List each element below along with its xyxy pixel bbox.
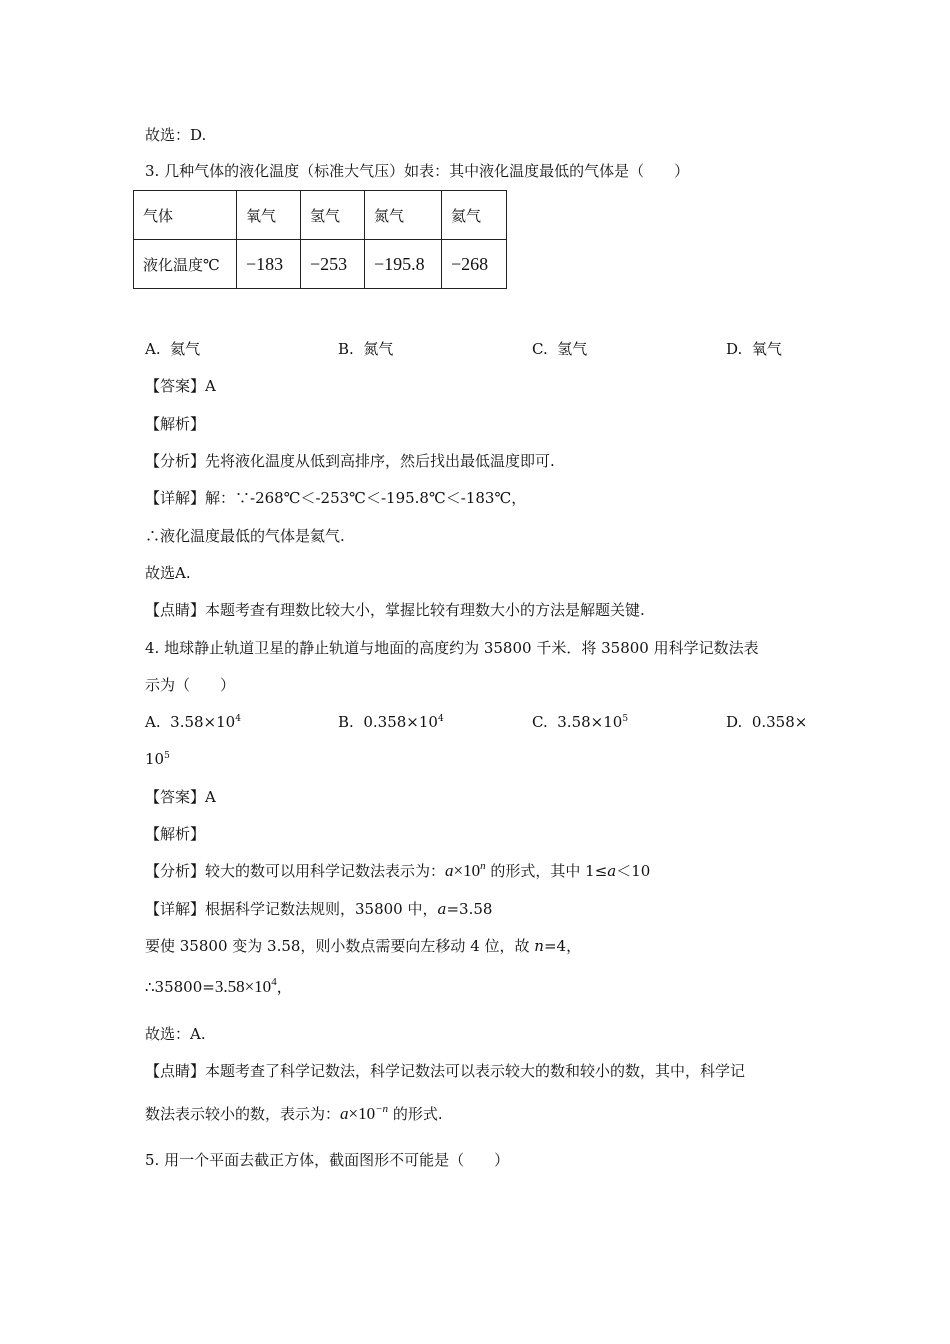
option-label: B. bbox=[338, 340, 354, 358]
q3-option-c bbox=[532, 339, 587, 359]
option-exponent: 5 bbox=[164, 751, 170, 761]
option-text: 0.358× bbox=[751, 713, 808, 731]
dianjing-text: 数法表示较小的数，表示为： bbox=[145, 1105, 341, 1123]
q3-choose: 故选A. bbox=[145, 564, 191, 582]
option-text: 10 bbox=[145, 750, 165, 768]
q3-option-a bbox=[145, 339, 200, 359]
q4-analysis-title: 【解析】 bbox=[145, 825, 206, 843]
table-cell: 氧气 bbox=[237, 191, 301, 240]
option-label: D. bbox=[726, 713, 743, 731]
option-text: 氦气 bbox=[170, 340, 201, 358]
q4-dianjing-line2 bbox=[145, 1104, 443, 1124]
q4-result bbox=[145, 977, 292, 997]
table-cell: −268 bbox=[442, 240, 507, 289]
dianjing-text: 的形式. bbox=[388, 1105, 443, 1123]
q3-xiangjie: 【详解】解：∵-268℃＜-253℃＜-195.8℃＜-183℃， bbox=[145, 489, 527, 507]
table-row bbox=[134, 191, 507, 240]
option-text: 3.58×10 bbox=[557, 713, 623, 731]
result-text: ， bbox=[276, 978, 292, 996]
option-label: C. bbox=[532, 713, 548, 731]
table-cell: 氦气 bbox=[442, 191, 507, 240]
q4-option-c bbox=[532, 712, 628, 732]
option-label: A. bbox=[145, 340, 161, 358]
q4-dianjing-line1: 【点睛】本题考查了科学记数法，科学记数法可以表示较大的数和较小的数，其中，科学记 bbox=[145, 1062, 746, 1080]
variable: n bbox=[534, 937, 544, 955]
q3-dianjing: 【点睛】本题考查有理数比较大小，掌握比较有理数大小的方法是解题关键. bbox=[145, 601, 645, 619]
table-row bbox=[134, 240, 507, 289]
variable: a bbox=[607, 862, 617, 880]
table-cell: −253 bbox=[301, 240, 365, 289]
gas-table bbox=[133, 190, 507, 289]
fenxi-text: 【分析】较大的数可以用科学记数法表示为： bbox=[145, 862, 446, 880]
move-text: 要使 35800 变为 3.58，则小数点需要向左移动 4 位，故 bbox=[145, 937, 535, 955]
fenxi-text: 的形式，其中 1≤ bbox=[485, 862, 608, 880]
q3-option-b bbox=[338, 339, 393, 359]
q5-stem: 5. 用一个平面去截正方体，截面图形不可能是（ ） bbox=[145, 1151, 510, 1169]
q4-stem-line2: 示为（ ） bbox=[145, 676, 236, 694]
q3-answer: 【答案】A bbox=[145, 377, 216, 395]
option-text: 氧气 bbox=[751, 340, 782, 358]
q4-option-a bbox=[145, 712, 241, 732]
q4-option-d bbox=[726, 712, 807, 732]
option-label: B. bbox=[338, 713, 354, 731]
q4-stem-line1: 4. 地球静止轨道卫星的静止轨道与地面的高度约为 35800 千米．将 35800 用科学记数法表 bbox=[145, 639, 759, 657]
option-label: A. bbox=[145, 713, 161, 731]
variable: a bbox=[437, 900, 447, 918]
xiangjie-value: =3.58 bbox=[446, 900, 493, 918]
option-exponent: 4 bbox=[235, 714, 241, 724]
q3-analysis-title: 【解析】 bbox=[145, 415, 206, 433]
q3-option-d bbox=[726, 339, 782, 359]
option-text: 3.58×10 bbox=[170, 713, 236, 731]
option-text: 氢气 bbox=[557, 340, 588, 358]
fenxi-text: ＜10 bbox=[616, 862, 651, 880]
table-cell: −195.8 bbox=[365, 240, 442, 289]
xiangjie-text: 【详解】根据科学记数法规则，35800 中， bbox=[145, 900, 438, 918]
option-text: 0.358×10 bbox=[363, 713, 438, 731]
q4-answer: 【答案】A bbox=[145, 788, 216, 806]
option-text: 氮气 bbox=[363, 340, 394, 358]
table-cell: 气体 bbox=[134, 191, 237, 240]
option-exponent: 4 bbox=[437, 714, 444, 724]
q4-choose: 故选：A. bbox=[145, 1025, 206, 1043]
table-cell: −183 bbox=[237, 240, 301, 289]
q4-xiangjie bbox=[145, 899, 492, 919]
q2-answer-line: 故选：D. bbox=[145, 126, 207, 144]
formula: $a\times 10^{-n}$ bbox=[340, 1103, 389, 1123]
q3-fenxi: 【分析】先将液化温度从低到高排序，然后找出最低温度即可. bbox=[145, 452, 555, 470]
table-cell: 液化温度℃ bbox=[134, 240, 237, 289]
option-label: D. bbox=[726, 340, 743, 358]
q4-move bbox=[145, 936, 581, 956]
option-label: C. bbox=[532, 340, 548, 358]
formula: $a\times 10^n$ bbox=[445, 860, 486, 880]
table-cell: 氢气 bbox=[301, 191, 365, 240]
q4-option-b bbox=[338, 712, 444, 732]
formula: $3.58\times 10^4$ bbox=[214, 976, 277, 996]
move-value: =4， bbox=[543, 937, 582, 955]
table-cell: 氮气 bbox=[365, 191, 442, 240]
q3-conclusion: ∴液化温度最低的气体是氦气. bbox=[145, 527, 345, 545]
q4-option-d-wrap bbox=[145, 749, 170, 769]
result-text: ∴35800= bbox=[145, 978, 215, 996]
q4-fenxi bbox=[145, 861, 650, 881]
option-exponent: 5 bbox=[622, 714, 629, 724]
q3-stem: 3. 几种气体的液化温度（标准大气压）如表：其中液化温度最低的气体是（ ） bbox=[145, 162, 690, 180]
